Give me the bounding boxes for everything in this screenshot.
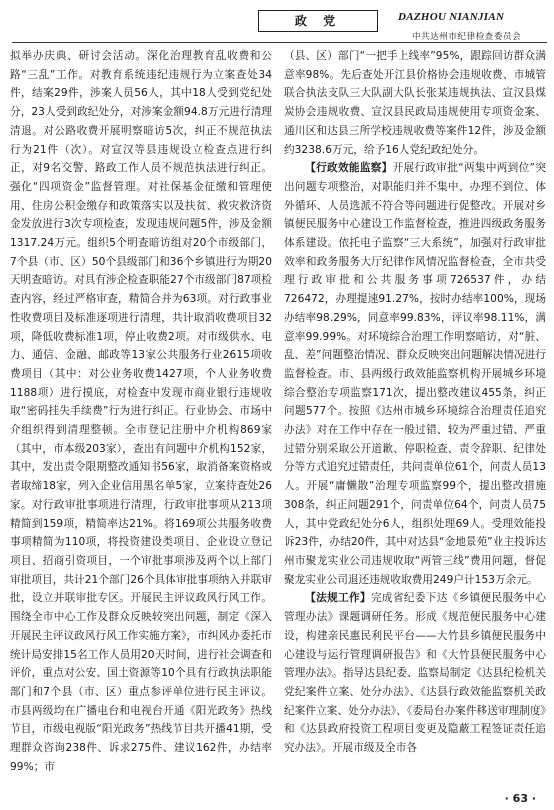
paragraph-text: 开展行政审批“两集中两到位”突出问题专项整治，对职能归并不集中、办理不到位、体外循环、人员选派不符合等问题进行促整改。开展对乡镇便民服务中心建设工作监督检查，推进四级政务服务体系建设。依托电子监察“三大系统”，加强对行政审批效率和政务服务大厅纪律作风情况监督检查，全市共受理行政审批和公共服务事项726537件，办结726472，办理提速91.27%，按时办结率100%，现场办结率98.29%，同意率99.83%，评议率98.11%，满意率99.99%。对环境综合治理工作明察暗访，对“脏、乱、差”问题整治情况、群众反映突出问题解决情况进行监督检查。市、县两级行政效能监察机构开展城乡环境综合整治专项监察171次，提出整改建议455条，纠正问题577个。按照《达州市城乡环境综合治理责任追究办法》对在工作中存在一般过错、较为严重过错、严重过错分别采取公开道歉、停职检查、责令辞职、纪律处分等方式追究过错责任，共问责单位61个，问责人员13人。开展“庸懒散”治理专项监察99个，提出整改措施308条，纠正问题291个，问责单位64个，问责人员75人，其中党政纪处分6人，组织处理69人。受理效能投诉23件，办结20件，其中对达县“金地景苑”业主投诉达州市聚龙实业公司违规收取“两管三线”费用问题，督促聚龙实业公司退还违规收取费用249户计153万余元。	[284, 162, 546, 586]
left-paragraph: 拟举办庆典、研讨会活动。深化治理教育乱收费和公路“三乱”工作。对教育系统违纪违规行为立案查处34件，结案29件，涉案人员56人，其中18人受到党纪处分，23人受到政纪处分，对涉案金额94.8万元进行清理清退。对公路收费开展明察暗访5次，纠正不规范执法行为21件（次）。对宣汉等县违规设立检查点进行纠正，对9名交警、路政工作人员不规范执法进行纠正。强化“四项资金”监督管理。对社保基金征缴和管理使用、住房公积金缴存和政策落实以及扶贫、救灾救济资金发放进行3次专项检查，发现违规问题5件，涉及金额1317.24万元。组织5个明查暗访组对20个市级部门，7个县（市、区）50个县级部门和36个乡镇进行为期20天明查暗访。对具有涉企检查职能27个市级部门87项检查内容，经过严格审查，精简合并为63项。对行政事业性收费项目及标准逐项进行清理，共计取消收费项目32项，降低收费标准1项，停止收费2项。对市级供水、电力、通信、金融、邮政等13家公共服务行业2615项收费项目（其中：对公业务收费1427项，个人业务收费1188项）进行摸底，对检查中发现市商业银行违规收取“密码挂失手续费”行为进行纠正。行业协会、市场中介组织得到清理整顿。全市登记注册中介机构869家（其中，市本级203家），查出有问题中介机构152家，其中，发出责令限期整改通知书56家，取消备案资格或者取缔18家，列入企业信用黑名单5家，立案待查处26家。对行政审批事项进行清理，行政审批事项从213项精简到159项，精简率达21%。将169项公共服务收费事项精简为110项，将投资建设类项目、企业设立登记项目、招商引资项目，一个审批事项涉及两个以上部门审批项目，共计21个部门26个具体审批事项纳入并联审批，设立并联审批专区。开展民主评议政风行风工作。围绕全市中心工作及群众反映较突出问题，制定《深入开展民主评议政风行风工作实施方案》，市纠风办委托市统计局安排15名工作人员用20天时间，进行社会调查和评价，重点对公安、国土资源等10个具有行政执法职能部门和7个县（市、区）重点参评单位进行民主评议。市县两级均在广播电台和电视台开通《阳光政务》热线节目，市级电视版“阳光政务”热线节目共开播41期，受理群众咨询238件、诉求275件、建议162件，办结率99%；市	[10, 50, 272, 773]
section-heading: 【行政效能监察】	[305, 162, 393, 175]
paragraph-text: （县、区）部门“一把手上线率”95%，跟踪回访群众满意率98%。先后查处开江县价格协会违规收费、市城管联合执法支队三大队副大队长张某违规执法、宣汉县煤炭协会违规收费、宣汉县民政局违规使用专项资金案、通川区和达县三所学校违规收费等案件12件，涉及金额约3238.6万元，给予16人党纪政纪处分。	[284, 50, 546, 156]
left-column	[10, 47, 272, 787]
section-label: 政 党	[258, 10, 378, 32]
section-paragraph-efficiency	[284, 159, 546, 589]
paragraph-text: 完成省纪委下达《乡镇便民服务中心管理办法》课题调研任务。形成《规范便民服务中心建设，构建亲民惠民利民平台——大竹县乡镇便民服务中心建设与运行管理调研报告》和《大竹县便民服务中心管理办法》。指导达县纪委、监察局制定《达县纪检机关党纪案件立案、处分办法》、《达县行政效能监察机关政纪案件立案、处分办法》、《委局台办案件移送审理制度》和《达县政府投资工程项目变更及隐蔽工程签证责任追究办法》。开展市级及全市各	[284, 592, 546, 755]
publisher-name: 中共达州市纪律检查委员会	[412, 32, 522, 42]
journal-title: DAZHOU NIANJIAN	[398, 11, 505, 23]
right-paragraph	[284, 47, 546, 159]
header-rule	[12, 42, 547, 43]
right-column	[284, 47, 546, 787]
page-number: · 63 ·	[504, 792, 536, 805]
section-heading: 【法规工作】	[305, 592, 371, 605]
section-paragraph-regulation	[284, 589, 546, 757]
